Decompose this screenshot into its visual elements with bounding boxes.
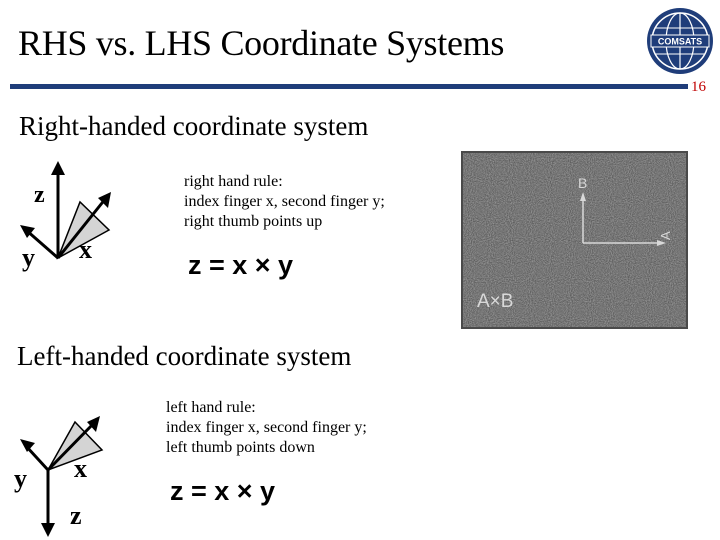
right-z-label: z	[34, 182, 45, 208]
left-rule-line-2: index finger x, second finger y;	[166, 419, 367, 436]
left-handed-axes-diagram	[8, 410, 118, 540]
title-divider	[10, 84, 688, 89]
right-rule-line-1: right hand rule:	[184, 173, 283, 190]
right-hand-rule-text	[184, 172, 385, 232]
left-hand-rule-text	[166, 398, 367, 458]
right-rule-line-2: index finger x, second finger y;	[184, 193, 385, 210]
right-y-label: y	[22, 243, 35, 272]
right-rule-line-3: right thumb points up	[184, 213, 323, 230]
left-z-label: z	[70, 501, 82, 530]
left-handed-heading: Left-handed coordinate system	[17, 341, 352, 371]
left-x-label: x	[74, 454, 87, 483]
right-x-label: x	[79, 235, 92, 264]
left-rule-line-3: left thumb points down	[166, 439, 315, 456]
left-rule-line-1: left hand rule:	[166, 399, 256, 416]
right-handed-axes-diagram	[14, 158, 124, 276]
left-equation: z = x × y	[170, 476, 276, 506]
cross-product-photo	[461, 151, 688, 329]
comsats-logo	[645, 6, 715, 76]
left-y-label: y	[14, 464, 27, 493]
page-number: 16	[691, 79, 706, 95]
photo-caption: A×B	[477, 291, 514, 312]
right-handed-heading: Right-handed coordinate system	[19, 111, 369, 141]
slide-title: RHS vs. LHS Coordinate Systems	[18, 23, 505, 63]
photo-label-a: A	[658, 231, 673, 240]
photo-label-b: B	[578, 175, 588, 191]
right-equation: z = x × y	[188, 250, 294, 280]
logo-text: COMSATS	[657, 36, 703, 47]
